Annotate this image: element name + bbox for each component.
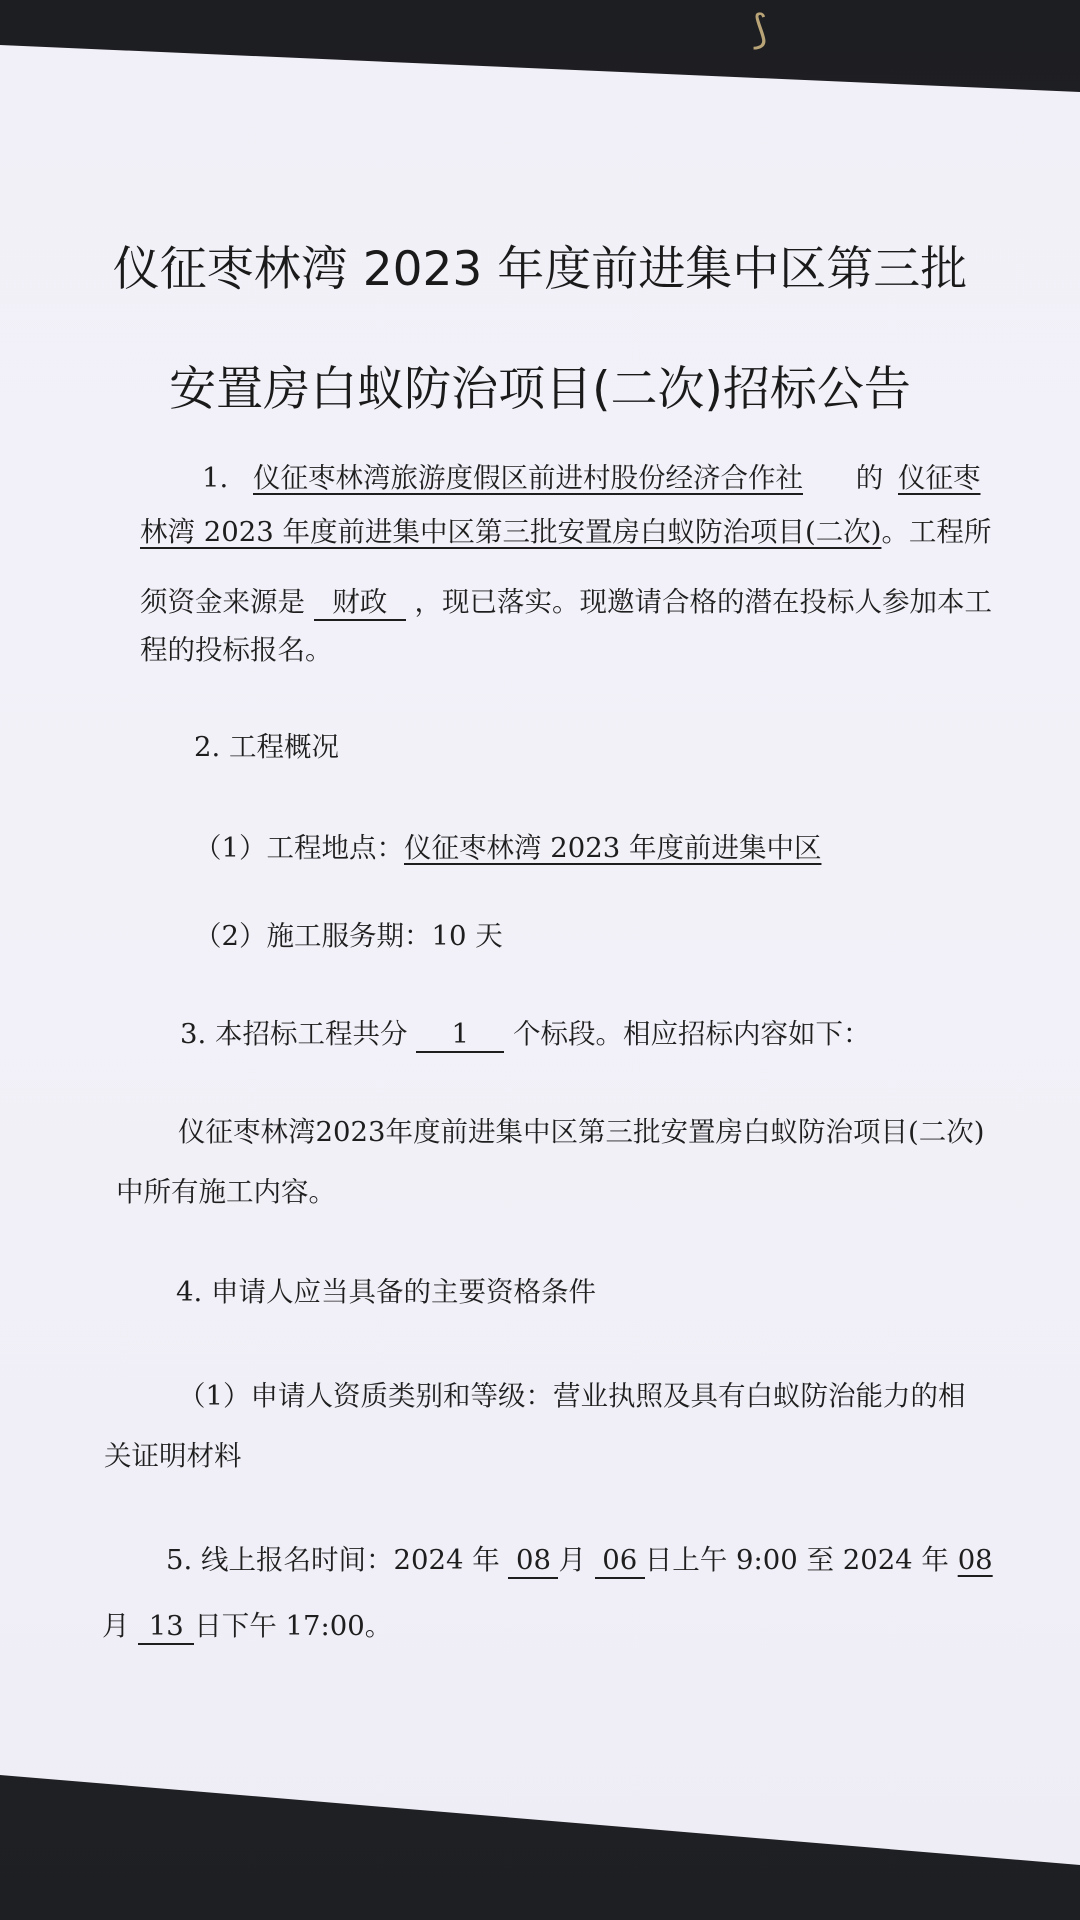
project-name-part-1: 仪征枣: [898, 462, 981, 494]
de-particle: 的: [855, 462, 884, 494]
qualification-line-1: （1）申请人资质类别和等级：营业执照及具有白蚁防治能力的相: [178, 1380, 966, 1412]
title-line-2: 安置房白蚁防治项目(二次)招标公告: [169, 362, 911, 417]
registration-time-line-1: [166, 1540, 993, 1580]
project-location-label: （1）工程地点：: [194, 832, 404, 864]
section-1-line-4: 程的投标报名。: [140, 634, 333, 666]
fund-source-after: ，现已落实。现邀请合格的潜在投标人参加本工: [414, 586, 992, 618]
project-location-value: 仪征枣林湾 2023 年度前进集中区: [404, 832, 822, 864]
section-1-line-2: [140, 512, 991, 552]
service-period-line: （2）施工服务期：10 天: [194, 920, 503, 952]
lots-after: 个标段。相应招标内容如下：: [512, 1018, 871, 1050]
start-day: 06: [595, 1543, 645, 1579]
start-month: 08: [508, 1543, 558, 1579]
section-4-heading: 4. 申请人应当具备的主要资格条件: [176, 1276, 596, 1308]
end-day: 13: [138, 1609, 194, 1645]
start-time-text: 日上午 9:00 至 2024 年: [644, 1544, 949, 1576]
project-location-line: [194, 828, 821, 868]
month-char-2: 月: [102, 1610, 130, 1642]
tender-content-line-1: 仪征枣林湾2023年度前进集中区第三批安置房白蚁防治项目(二次): [178, 1116, 985, 1148]
section-1-number: 1.: [202, 462, 229, 494]
fund-source-label: 须资金来源是: [140, 586, 305, 618]
section-2-heading: 2. 工程概况: [194, 731, 339, 763]
tender-content-line-2: 中所有施工内容。: [116, 1176, 336, 1208]
section-1-line-3: [140, 582, 992, 622]
registration-time-line-2: [102, 1606, 392, 1646]
end-month: 08: [957, 1544, 993, 1576]
project-name-part-2: 林湾 2023 年度前进集中区第三批安置房白蚁防治项目(二次): [140, 516, 882, 548]
registration-time-label: 5. 线上报名时间：2024 年: [166, 1544, 500, 1576]
lots-label: 3. 本招标工程共分: [180, 1018, 408, 1050]
title-line-1: 仪征枣林湾 2023 年度前进集中区第三批: [112, 242, 968, 297]
qualification-line-2: 关证明材料: [104, 1440, 242, 1472]
month-char: 月: [558, 1544, 586, 1576]
tenderer-name: 仪征枣林湾旅游度假区前进村股份经济合作社: [253, 462, 803, 494]
end-time-text: 日下午 17:00。: [194, 1610, 393, 1642]
fund-source-value: 财政: [314, 585, 406, 621]
section-1-line-1: [202, 458, 981, 498]
lots-count: 1: [416, 1017, 504, 1053]
section-3-line: [180, 1014, 870, 1054]
background-scribble: ⟆: [752, 7, 768, 53]
after-project-text: 。工程所: [881, 516, 992, 548]
